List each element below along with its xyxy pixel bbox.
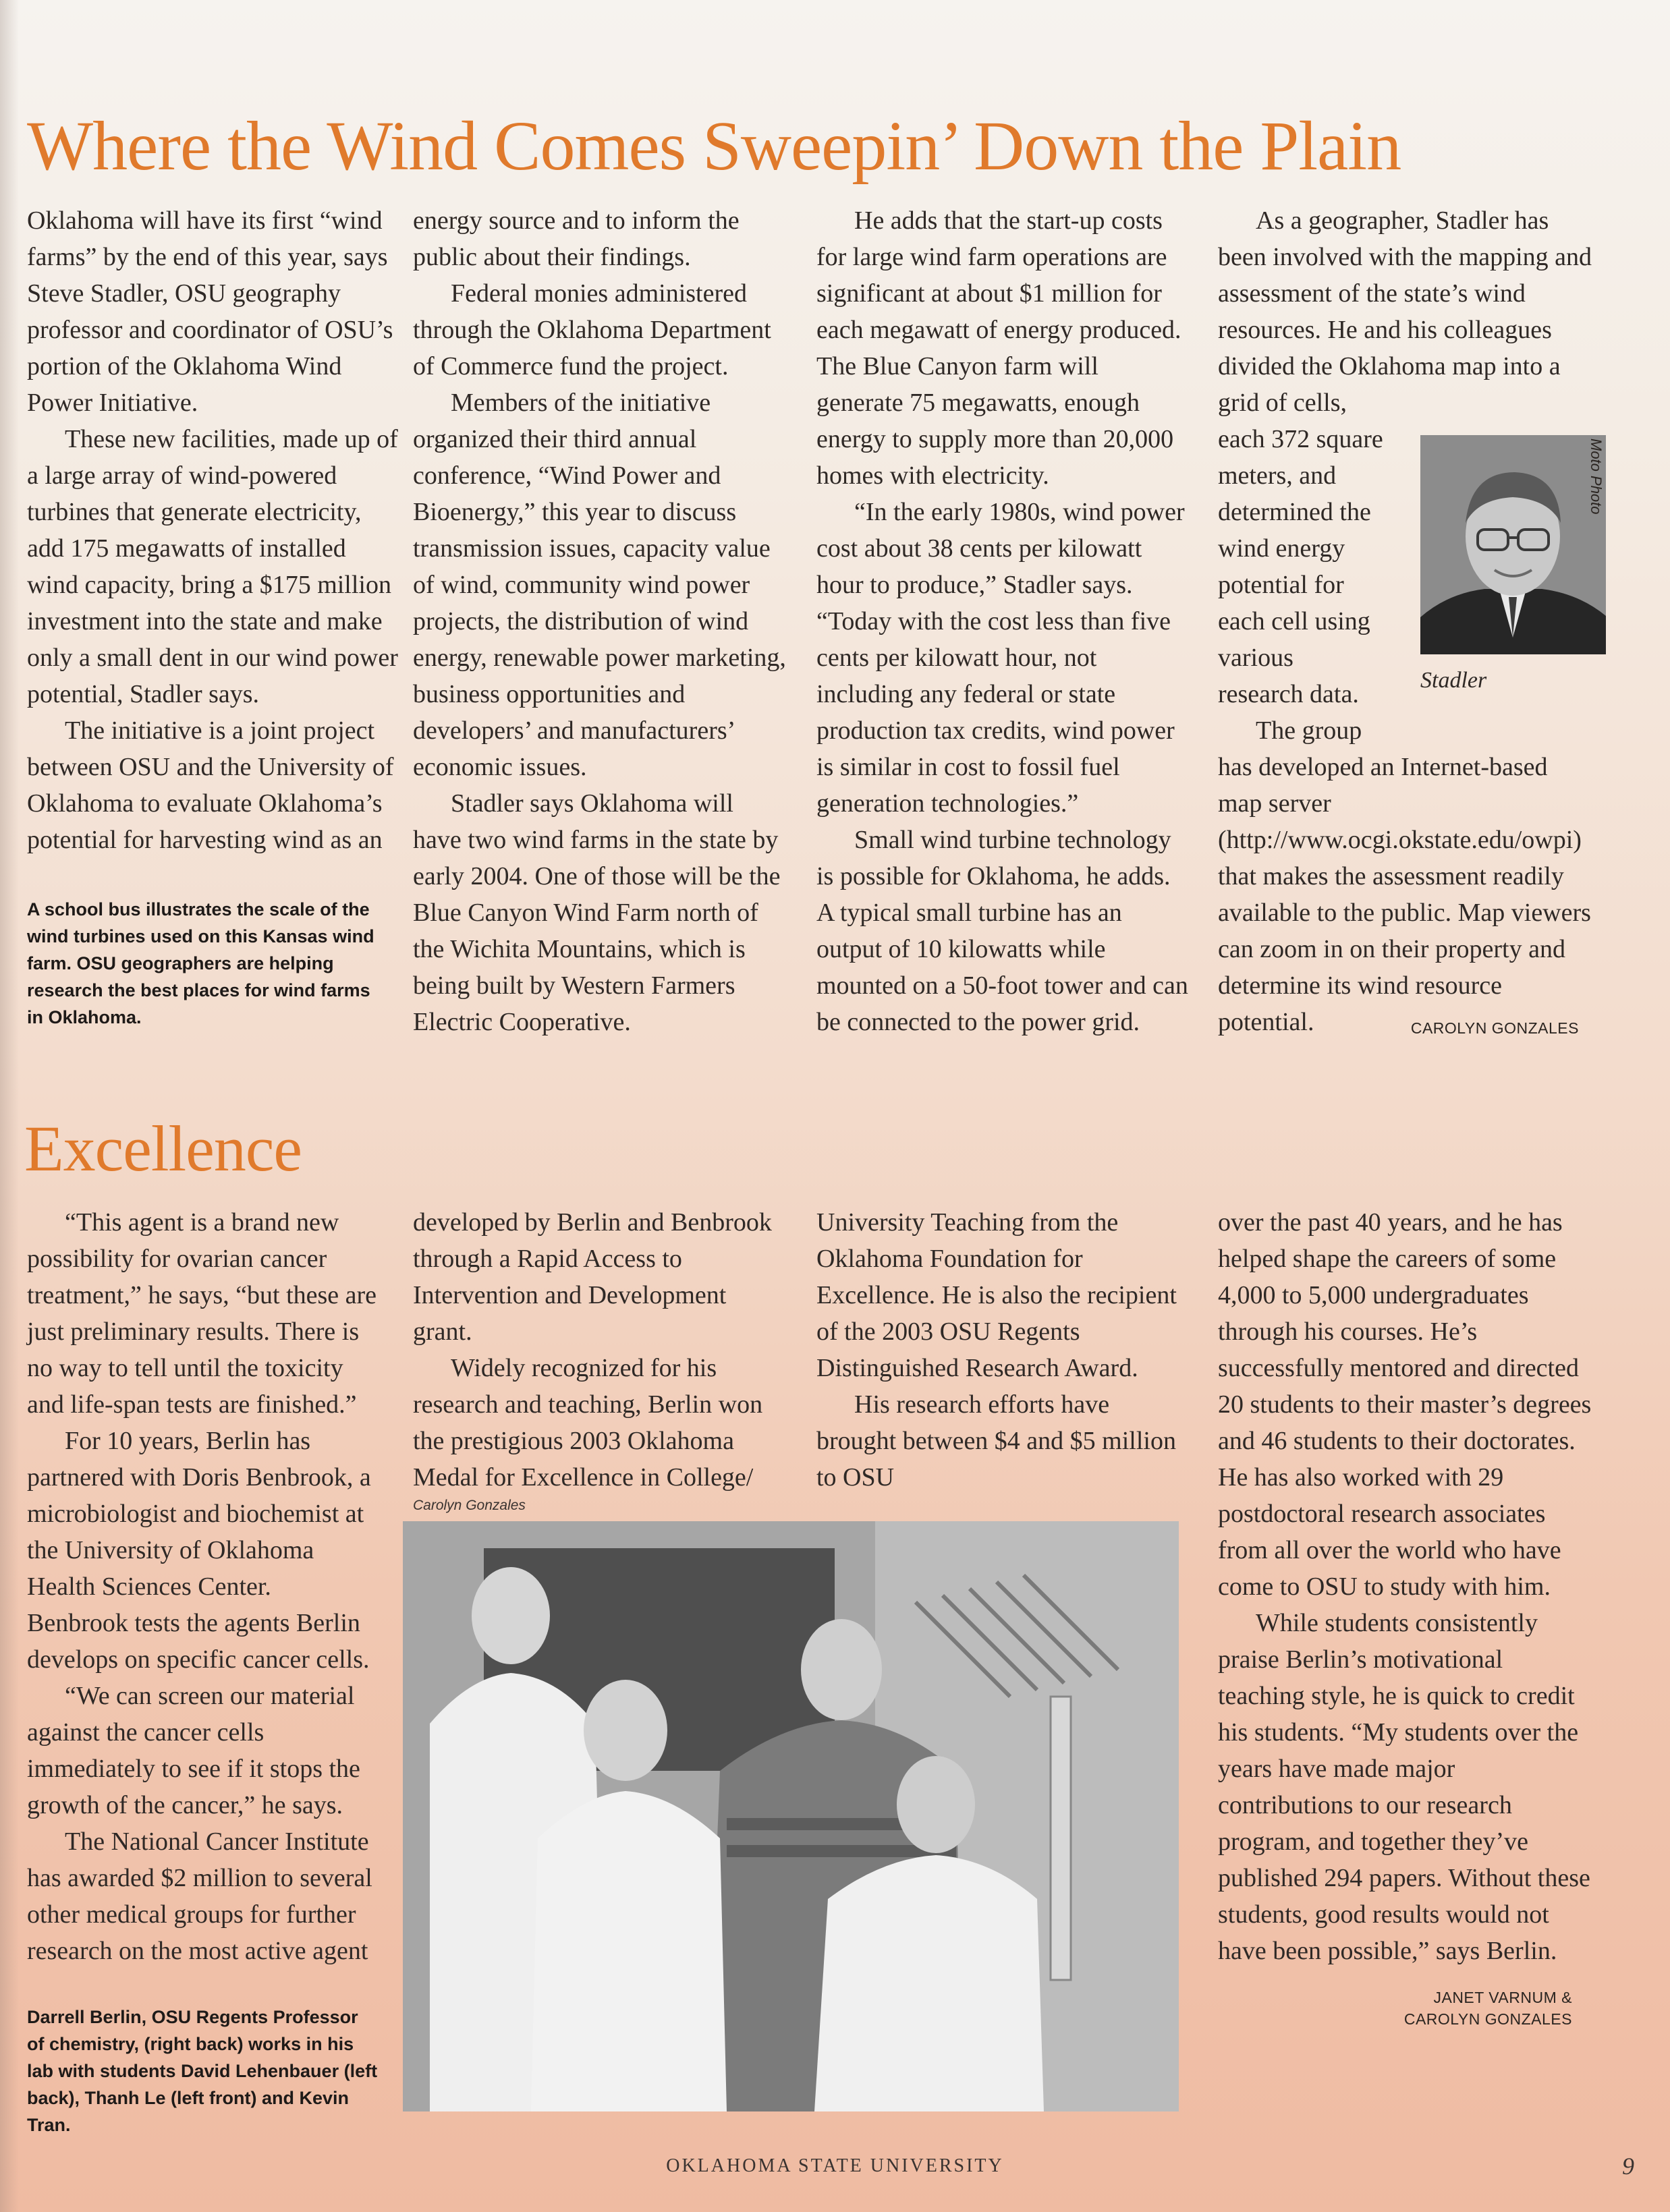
paragraph: “In the early 1980s, wind power cost about 38 cents per kilowatt hour to produce,” Stadler says. “Today with the cost less than five cents per kilowatt hour, not including any federal or state production tax credits, wind power is similar in cost to fossil fuel generation technologies.” xyxy=(816,498,1185,818)
excellence-column-4 xyxy=(1218,1204,1596,1969)
wind-byline: CAROLYN GONZALES xyxy=(1410,1019,1579,1037)
lab-photo-caption: Darrell Berlin, OSU Regents Professor of chemistry, (right back) works in his lab with students David Lehenbauer (left back), Thanh Le (left front) and Kevin Tran. xyxy=(27,2007,378,2135)
paragraph: Stadler says Oklahoma will have two wind farms in the state by early 2004. One of those will be the Blue Canyon Wind Farm north of the Wichita Mountains, which is being built by Western Farmers Electric Cooperative. xyxy=(413,789,781,1036)
article-title-excellence: Excellence xyxy=(24,1112,302,1185)
paragraph: “We can screen our material against the cancer cells immediately to see if it stops the growth of the cancer,” he says. xyxy=(27,1682,360,1819)
binding-shadow xyxy=(0,0,19,2212)
portrait-image xyxy=(1420,435,1606,654)
paragraph: over the past 40 years, and he has helped shape the careers of some 4,000 to 5,000 undergraduates through his courses. He’s successfully mentored and directed 20 students to their master’s degrees and 46 students to their doctorates. He has also worked with 29 postdoctoral research associates from all over the world who have come to OSU to study with him. xyxy=(1218,1208,1592,1601)
wind-column-2 xyxy=(413,202,787,1040)
paragraph: He adds that the start-up costs for large wind farm operations are significant at about $1 million for each megawatt of energy produced. The Blue Canyon farm will generate 75 megawatts, enough energy to supply more than 20,000 homes with electricity. xyxy=(816,206,1181,490)
wind-column-1 xyxy=(27,202,401,858)
portrait-label: Stadler xyxy=(1420,668,1487,693)
paragraph: University Teaching from the Oklahoma Foundation for Excellence. He is also the recipient of the 2003 OSU Regents Distinguished Research Award. xyxy=(816,1208,1177,1382)
paragraph: Members of the initiative organized their third annual conference, “Wind Power and Bioenergy,” this year to discuss transmission issues, capacity value of wind, community wind power projects, the distribution of wind energy, renewable power marketing, business opportunities and developers’ and manufacturers’ economic issues. xyxy=(413,389,786,781)
paragraph: The initiative is a joint project between OSU and the University of Oklahoma to evaluate Oklahoma’s potential for harvesting wind as an xyxy=(27,716,394,854)
excellence-column-3 xyxy=(816,1204,1191,1496)
paragraph: For 10 years, Berlin has partnered with Doris Benbrook, a microbiologist and biochemist at the University of Oklahoma Health Sciences Center. Benbrook tests the agents Berlin develops on specific cancer cells. xyxy=(27,1427,371,1674)
paragraph: The National Cancer Institute has awarded $2 million to several other medical groups for further research on the most active agent xyxy=(27,1827,372,1965)
paragraph: “This agent is a brand new possibility for ovarian cancer treatment,” he says, “but these are just preliminary results. There is no way to tell until the toxicity and life-span tests are finished.” xyxy=(27,1208,377,1419)
paragraph: Federal monies administered through the Oklahoma Department of Commerce fund the project. xyxy=(413,279,771,380)
paragraph: These new facilities, made up of a large array of wind-powered turbines that generate electricity, add 175 megawatts of installed wind capacity, bring a $175 million investment into the state and make only a small dent in our wind power potential, Stadler says. xyxy=(27,425,398,708)
paragraph: Widely recognized for his research and teaching, Berlin won the prestigious 2003 Oklahoma Medal for Excellence in College/ xyxy=(413,1354,763,1492)
publication-footer: OKLAHOMA STATE UNIVERSITY xyxy=(666,2155,1004,2176)
lab-photo-image xyxy=(403,1521,1179,2111)
excellence-byline: JANET VARNUM & CAROLYN GONZALES xyxy=(1403,1989,1572,2028)
paragraph: Small wind turbine technology is possible for Oklahoma, he adds. A typical small turbine has an output of 10 kilowatts while mounted on a 50-foot tower and can be connected to the power grid. xyxy=(816,826,1188,1036)
paragraph: energy source and to inform the public about their findings. xyxy=(413,206,740,271)
paragraph: each 372 square meters, and determined the wind energy potential for each cell using various research data. xyxy=(1218,425,1383,708)
excellence-column-1 xyxy=(27,1204,378,1969)
wind-photo-caption: A school bus illustrates the scale of the wind turbines used on this Kansas wind farm. OSU geographers are helping research the best places for wind farms in Oklahoma. xyxy=(27,899,374,1027)
paragraph: Oklahoma will have its first “wind farms” by the end of this year, says Steve Stadler, OSU geography professor and coordinator of OSU’s portion of the Oklahoma Wind Power Initiative. xyxy=(27,206,393,417)
paragraph: The group has developed an Internet-based map server (http://www.ocgi.okstate.edu/owpi) that makes the assessment readily available to the public. Map viewers can zoom in on their property and determine its wind resource potential. xyxy=(1218,716,1591,1036)
paragraph: His research efforts have brought between $4 and $5 million to OSU xyxy=(816,1390,1176,1492)
paragraph: developed by Berlin and Benbrook through a Rapid Access to Intervention and Development grant. xyxy=(413,1208,772,1346)
page-number: 9 xyxy=(1622,2153,1634,2180)
paragraph: As a geographer, Stadler has been involved with the mapping and assessment of the state’s wind resources. He and his colleagues divided the Oklahoma map into a grid of cells, xyxy=(1218,206,1592,417)
lab-group-photo xyxy=(403,1521,1179,2111)
article-title-wind: Where the Wind Comes Sweepin’ Down the Plain xyxy=(27,107,1401,185)
wind-column-3 xyxy=(816,202,1191,1040)
lab-photo-credit: Carolyn Gonzales xyxy=(413,1498,526,1513)
excellence-column-2 xyxy=(413,1204,787,1496)
portrait-credit: Moto Photo xyxy=(1588,438,1605,515)
paragraph: While students consistently praise Berlin’s motivational teaching style, he is quick to credit his students. “My students over the years have made major contributions to our research program, and together they’ve published 294 papers. Without these students, good results would not have been possible,” says Berlin. xyxy=(1218,1609,1590,1965)
stadler-portrait xyxy=(1420,435,1606,654)
